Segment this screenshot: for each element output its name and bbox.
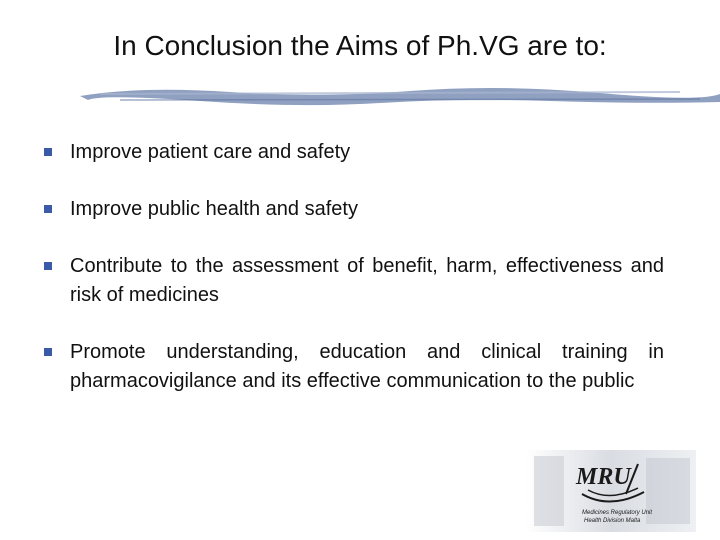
mru-logo xyxy=(526,450,696,532)
title-underline-brush-stroke xyxy=(80,82,720,110)
square-bullet-icon xyxy=(44,348,52,356)
list-item xyxy=(44,195,664,224)
svg-text:Medicines Regulatory Unit: Medicines Regulatory Unit xyxy=(582,510,653,516)
list-item xyxy=(44,138,664,167)
slide-title: In Conclusion the Aims of Ph.VG are to: xyxy=(113,30,607,61)
bullet-text: Contribute to the assessment of benefit, harm, effectiveness and risk of medicines xyxy=(70,255,664,306)
bullet-text: Improve public health and safety xyxy=(70,198,358,220)
square-bullet-icon xyxy=(44,262,52,270)
bullet-text: Promote understanding, education and clinical training in pharmacovigilance and its effective communication to the public xyxy=(70,341,664,392)
list-item xyxy=(44,252,664,310)
aims-list xyxy=(44,138,664,396)
svg-text:Health Division Malta: Health Division Malta xyxy=(584,518,641,524)
list-item xyxy=(44,338,664,396)
square-bullet-icon xyxy=(44,148,52,156)
square-bullet-icon xyxy=(44,205,52,213)
bullet-text: Improve patient care and safety xyxy=(70,141,351,163)
svg-text:MRU: MRU xyxy=(576,464,631,490)
